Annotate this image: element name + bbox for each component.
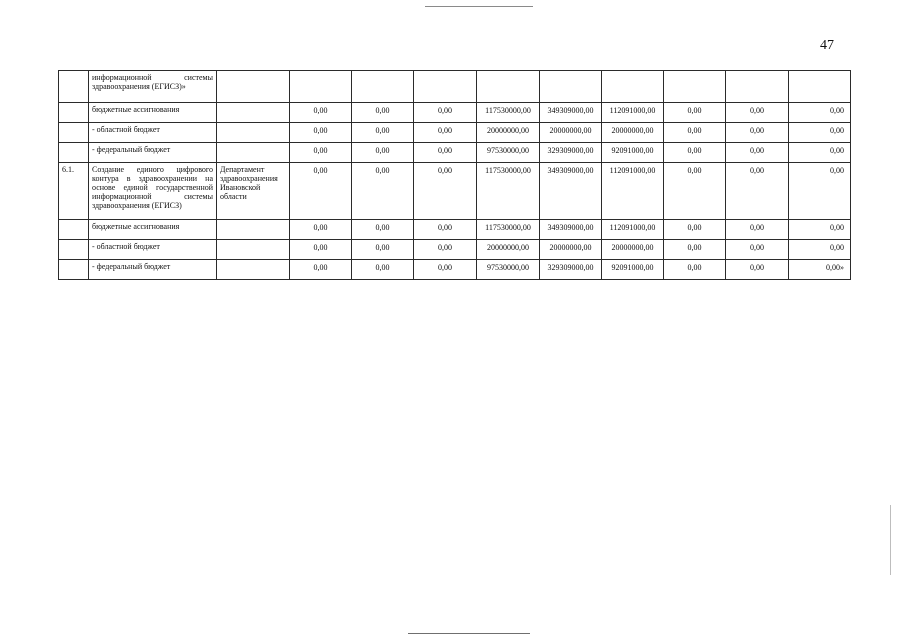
row-number-cell: [59, 240, 89, 260]
table-row: [59, 123, 851, 143]
value-cell: 0,00: [664, 103, 726, 123]
value-cell: 349309000,00: [540, 103, 602, 123]
executor-cell: [217, 220, 290, 240]
executor-cell: [217, 143, 290, 163]
row-name-cell: бюджетные ассигнования: [89, 220, 217, 240]
row-number-cell: [59, 260, 89, 280]
row-number-cell: [59, 143, 89, 163]
scan-artifact-bottom: [408, 633, 530, 634]
value-cell: 20000000,00: [602, 240, 664, 260]
executor-cell: [217, 260, 290, 280]
value-cell: 0,00: [414, 240, 477, 260]
table-row: [59, 71, 851, 103]
value-cell: 0,00: [290, 260, 352, 280]
value-cell: 0,00: [352, 220, 414, 240]
value-cell: 0,00: [664, 143, 726, 163]
value-cell: [726, 71, 789, 103]
value-cell: 0,00: [664, 260, 726, 280]
value-cell: 112091000,00: [602, 163, 664, 220]
value-cell: 0,00: [290, 103, 352, 123]
row-name-cell: - областной бюджет: [89, 240, 217, 260]
executor-cell: Департамент здравоохранения Ивановской области: [217, 163, 290, 220]
scan-artifact-top: [425, 6, 533, 7]
value-cell: 0,00: [414, 123, 477, 143]
value-cell: 0,00: [352, 260, 414, 280]
table-row: [59, 103, 851, 123]
value-cell: [477, 71, 540, 103]
value-cell: 0,00: [726, 220, 789, 240]
table-row: [59, 240, 851, 260]
value-cell: 0,00: [414, 163, 477, 220]
table-row: [59, 220, 851, 240]
value-cell: 0,00: [290, 123, 352, 143]
value-cell: 117530000,00: [477, 163, 540, 220]
value-cell: 20000000,00: [540, 240, 602, 260]
row-name-cell: - федеральный бюджет: [89, 143, 217, 163]
page-number: 47: [820, 38, 834, 53]
value-cell: 0,00: [352, 163, 414, 220]
value-cell: 0,00: [789, 163, 851, 220]
value-cell: 349309000,00: [540, 163, 602, 220]
row-number-cell: [59, 71, 89, 103]
value-cell: 0,00: [789, 123, 851, 143]
executor-cell: [217, 71, 290, 103]
value-cell: 0,00: [664, 163, 726, 220]
row-number-cell: [59, 220, 89, 240]
row-name-cell: бюджетные ассигнования: [89, 103, 217, 123]
row-number-cell: [59, 123, 89, 143]
value-cell: [664, 71, 726, 103]
value-cell: 0,00: [352, 143, 414, 163]
value-cell: 0,00: [414, 220, 477, 240]
value-cell: [414, 71, 477, 103]
value-cell: 0,00: [414, 143, 477, 163]
value-cell: 0,00: [789, 240, 851, 260]
value-cell: 0,00: [352, 103, 414, 123]
value-cell: 0,00: [664, 240, 726, 260]
value-cell: 0,00: [290, 143, 352, 163]
value-cell: [602, 71, 664, 103]
value-cell: 0,00: [789, 103, 851, 123]
value-cell: 0,00: [664, 220, 726, 240]
value-cell: 329309000,00: [540, 260, 602, 280]
value-cell: 0,00: [726, 103, 789, 123]
measure-row: [59, 163, 851, 220]
value-cell: 20000000,00: [477, 123, 540, 143]
value-cell: 112091000,00: [602, 103, 664, 123]
row-name-cell: - областной бюджет: [89, 123, 217, 143]
value-cell: 0,00: [664, 123, 726, 143]
value-cell: 0,00: [726, 143, 789, 163]
value-cell: 117530000,00: [477, 103, 540, 123]
value-cell: 0,00: [414, 103, 477, 123]
row-name-cell: информационной системы здравоохранения (ЕГИСЗ)»: [89, 71, 217, 103]
value-cell: 0,00: [789, 220, 851, 240]
value-cell: 97530000,00: [477, 143, 540, 163]
table-row: [59, 260, 851, 280]
value-cell: 0,00: [290, 240, 352, 260]
scan-edge-mark: [890, 505, 891, 575]
value-cell: 117530000,00: [477, 220, 540, 240]
value-cell: 0,00: [290, 220, 352, 240]
value-cell: [540, 71, 602, 103]
value-cell: [290, 71, 352, 103]
value-cell: 0,00: [352, 123, 414, 143]
value-cell: 20000000,00: [540, 123, 602, 143]
value-cell: 0,00: [726, 123, 789, 143]
value-cell: 0,00: [414, 260, 477, 280]
value-cell: 20000000,00: [602, 123, 664, 143]
row-number-cell: [59, 103, 89, 123]
value-cell: 0,00: [726, 240, 789, 260]
value-cell: 0,00: [726, 260, 789, 280]
value-cell: 0,00: [352, 240, 414, 260]
value-cell: 349309000,00: [540, 220, 602, 240]
row-name-cell: Создание единого цифрового контура в здравоохранении на основе единой государственной информационной системы здравоохранения (ЕГИСЗ): [89, 163, 217, 220]
executor-cell: [217, 103, 290, 123]
value-cell: 92091000,00: [602, 143, 664, 163]
table-row: [59, 143, 851, 163]
value-cell: [789, 71, 851, 103]
value-cell: 97530000,00: [477, 260, 540, 280]
value-cell: 0,00: [290, 163, 352, 220]
value-cell: 92091000,00: [602, 260, 664, 280]
executor-cell: [217, 240, 290, 260]
value-cell: 0,00: [789, 143, 851, 163]
value-cell: 329309000,00: [540, 143, 602, 163]
row-name-cell: - федеральный бюджет: [89, 260, 217, 280]
value-cell: [352, 71, 414, 103]
executor-cell: [217, 123, 290, 143]
value-cell: 112091000,00: [602, 220, 664, 240]
value-cell: 0,00»: [789, 260, 851, 280]
value-cell: 0,00: [726, 163, 789, 220]
row-number-cell: 6.1.: [59, 163, 89, 220]
value-cell: 20000000,00: [477, 240, 540, 260]
budget-table: [58, 70, 851, 280]
